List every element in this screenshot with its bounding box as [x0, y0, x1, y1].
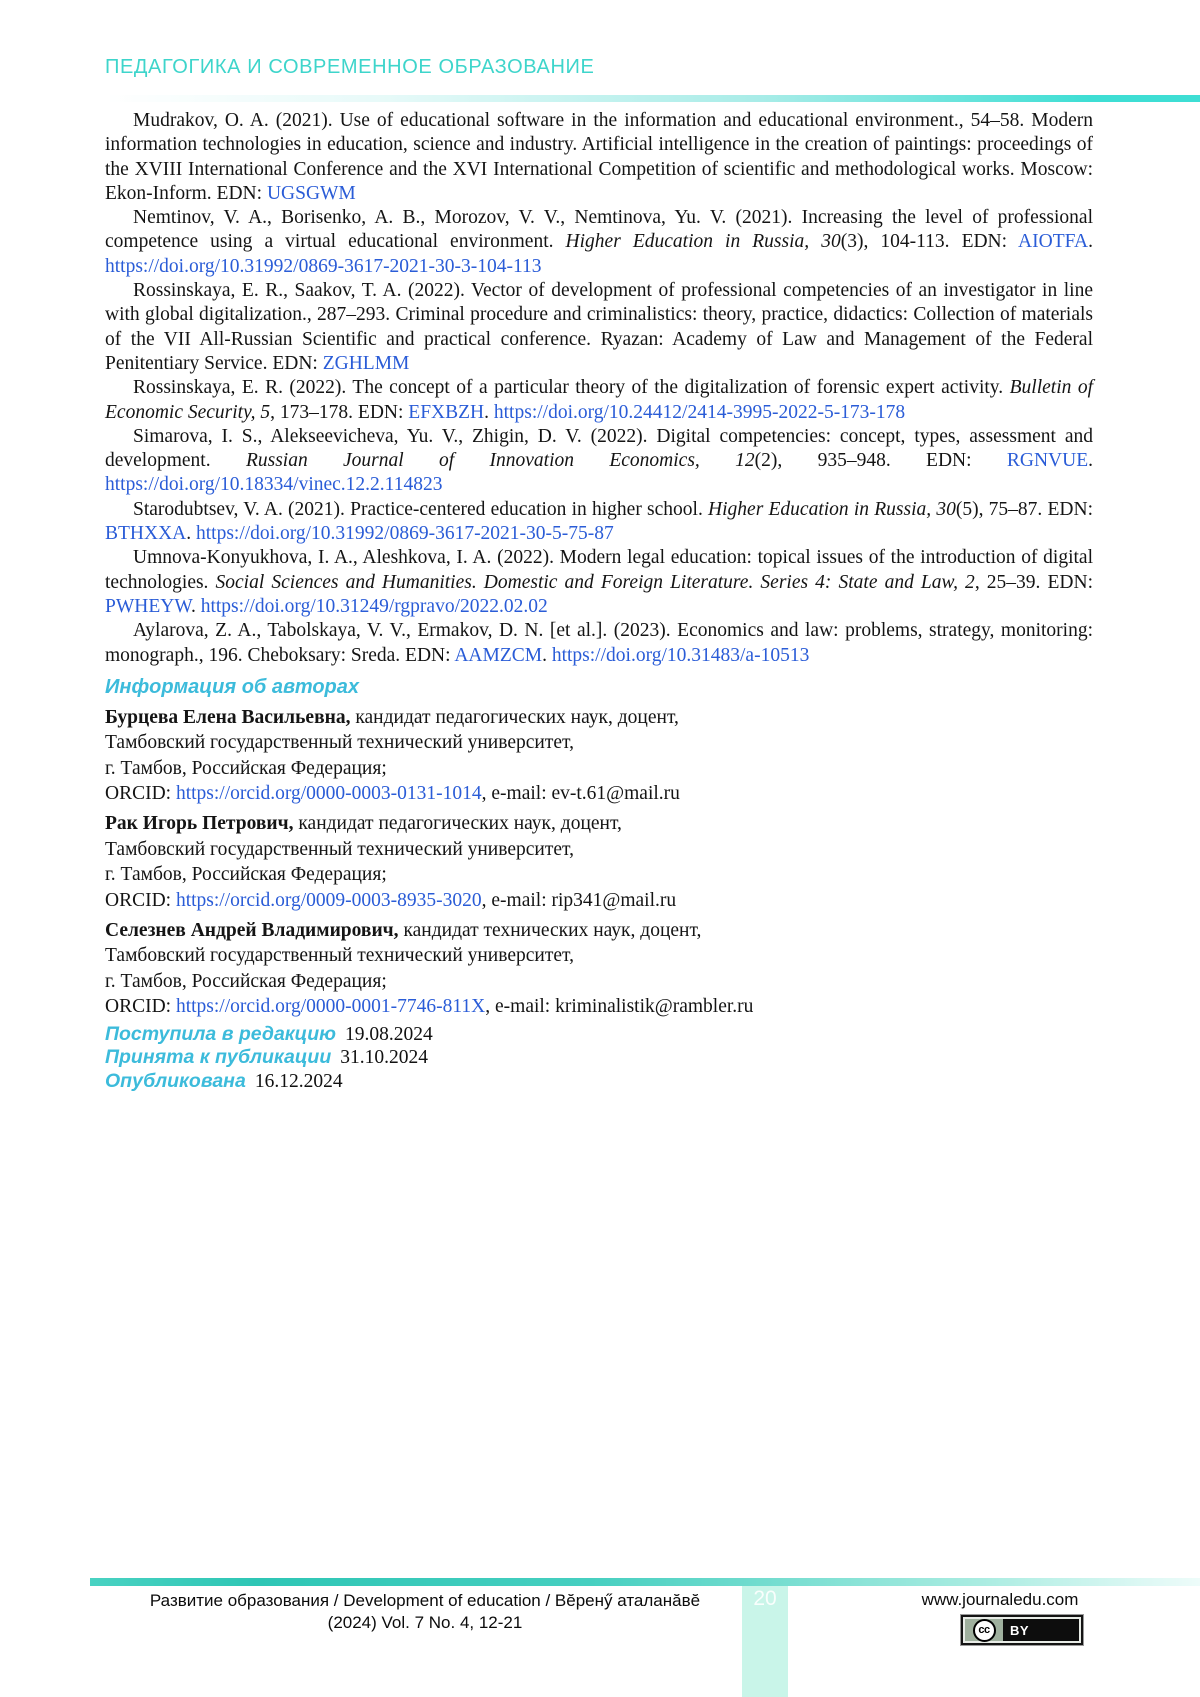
- text-segment: Umnova-Konyukhova, I. A., Aleshkova, I. A. (2022). Modern legal education: topical issues of the introduction of digital technologies.: [105, 547, 1093, 593]
- hyperlink[interactable]: UGSGWM: [266, 182, 356, 204]
- text-segment: .: [1088, 450, 1094, 472]
- hyperlink[interactable]: AAMZCM: [454, 644, 543, 666]
- date-published-line: [105, 1070, 1093, 1094]
- text-segment: Aylarova, Z. A., Tabolskaya, V. V., Ermakov, D. N. [et al.]. (2023). Economics and law: problems, strategy, monitoring: monograph., 196. Cheboksary: Sreda. EDN:: [105, 620, 1093, 666]
- text-segment: Simarova, I. S., Alekseevicheva, Yu. V., Zhigin, D. V. (2022). Digital competencies: concept, types, assessment and development.: [105, 425, 1093, 472]
- cc-by-label: BY: [1010, 1622, 1030, 1638]
- text-segment: , e-mail: kriminalistik@rambler.ru: [485, 996, 754, 1018]
- author-orcid-line: [105, 888, 1093, 913]
- author-block: [105, 811, 1093, 913]
- bold-text: Рак Игорь Петрович,: [105, 813, 294, 835]
- footer-journal-title: Развитие образования / Development of education / Вĕренӳ аталанăвĕ: [149, 1591, 701, 1610]
- footer-site-info: [822, 1590, 1178, 1645]
- cc-circle-glyph: cc: [973, 1619, 996, 1642]
- date-accepted-line: [105, 1046, 1093, 1070]
- footer-issue-info: (2024) Vol. 7 No. 4, 12-21: [327, 1612, 523, 1632]
- hyperlink[interactable]: https://orcid.org/0009-0003-8935-3020: [175, 889, 482, 911]
- text-segment: ORCID:: [105, 996, 176, 1018]
- hyperlink[interactable]: https://orcid.org/0000-0001-7746-811X: [175, 996, 486, 1018]
- text-segment: ORCID:: [105, 889, 176, 911]
- text-segment: Тамбовский государственный технический университет,: [105, 732, 574, 754]
- text-segment: , e-mail: rip341@mail.ru: [481, 889, 677, 911]
- text-segment: г. Тамбов, Российская Федерация;: [105, 757, 387, 779]
- author-city-line: [105, 862, 1093, 887]
- page-number-bar: [742, 1586, 788, 1697]
- author-affiliation-line: [105, 943, 1093, 968]
- author-orcid-line: [105, 781, 1093, 806]
- reference-item: [105, 109, 1093, 206]
- author-block: [105, 705, 1093, 807]
- text-segment: .: [1088, 231, 1093, 253]
- author-city-line: [105, 756, 1093, 781]
- reference-item: [105, 498, 1093, 547]
- journal-website-link[interactable]: www.journaledu.com: [921, 1590, 1079, 1609]
- authors-info-heading: Информация об авторах: [105, 675, 360, 698]
- hyperlink[interactable]: https://doi.org/10.18334/vinec.12.2.114823: [105, 474, 443, 496]
- hyperlink[interactable]: BTHXXA: [105, 523, 187, 545]
- hyperlink[interactable]: https://doi.org/10.31249/rgpravo/2022.02.02: [200, 595, 548, 617]
- text-segment: кандидат педагогических наук, доцент,: [350, 706, 679, 728]
- text-segment: .: [186, 523, 196, 545]
- hyperlink[interactable]: https://orcid.org/0000-0003-0131-1014: [175, 783, 482, 805]
- text-segment: кандидат педагогических наук, доцент,: [293, 813, 622, 835]
- text-segment: , e-mail: ev-t.61@mail.ru: [481, 783, 680, 805]
- reference-item: [105, 206, 1093, 279]
- header-divider-line: [105, 95, 1200, 102]
- main-content: [105, 109, 1093, 1094]
- author-block: [105, 918, 1093, 1020]
- text-segment: Тамбовский государственный технический университет,: [105, 945, 574, 967]
- date-received-line: [105, 1023, 1093, 1047]
- text-segment: Starodubtsev, V. A. (2021). Practice-centered education in higher school.: [133, 498, 709, 520]
- date-label: Принята к публикации: [105, 1046, 332, 1069]
- text-segment: , 173–178. EDN:: [270, 401, 409, 423]
- text-segment: Nemtinov, V. A., Borisenko, A. B., Morozov, V. V., Nemtinova, Yu. V. (2021). Increasing the level of professional competence using a virtual educational environment.: [105, 207, 1093, 253]
- reference-item: [105, 376, 1093, 425]
- italic-text: Russian Journal of Innovation Economics, 12: [245, 450, 755, 472]
- cc-icon: [965, 1619, 1003, 1641]
- text-segment: ORCID:: [105, 783, 176, 805]
- text-segment: .: [484, 401, 494, 423]
- bold-text: Селезнев Андрей Владимирович,: [105, 920, 399, 942]
- italic-text: Higher Education in Russia, 30: [708, 498, 956, 520]
- italic-text: Social Sciences and Humanities. Domestic and Foreign Literature. Series 4: State and Law, 2: [215, 571, 975, 593]
- author-name-line: [105, 918, 1093, 943]
- hyperlink[interactable]: https://doi.org/10.24412/2414-3995-2022-5-173-178: [493, 401, 906, 423]
- italic-text: Bulletin of Economic Security, 5: [105, 377, 1093, 423]
- date-value: 19.08.2024: [345, 1023, 433, 1045]
- footer-divider-line: [90, 1578, 1200, 1586]
- reference-item: [105, 279, 1093, 376]
- date-label: Опубликована: [105, 1070, 246, 1093]
- reference-item: [105, 546, 1093, 619]
- author-name-line: [105, 811, 1093, 836]
- text-segment: г. Тамбов, Российская Федерация;: [105, 970, 387, 992]
- hyperlink[interactable]: EFXBZH: [408, 401, 485, 423]
- hyperlink[interactable]: https://doi.org/10.31992/0869-3617-2021-30-5-75-87: [196, 523, 614, 545]
- reference-item: [105, 425, 1093, 498]
- hyperlink[interactable]: https://doi.org/10.31483/a-10513: [551, 644, 810, 666]
- date-value: 31.10.2024: [340, 1047, 428, 1069]
- page-number: 20: [753, 1587, 777, 1610]
- hyperlink[interactable]: AIOTFA: [1018, 231, 1089, 253]
- article-dates: [105, 1023, 1093, 1094]
- text-segment: кандидат технических наук, доцент,: [398, 920, 702, 942]
- page-section-header: ПЕДАГОГИКА И СОВРЕМЕННОЕ ОБРАЗОВАНИЕ: [105, 56, 595, 78]
- author-orcid-line: [105, 994, 1093, 1019]
- text-segment: .: [542, 644, 552, 666]
- bold-text: Бурцева Елена Васильевна,: [105, 706, 351, 728]
- hyperlink[interactable]: PWHEYW: [105, 595, 191, 617]
- hyperlink[interactable]: ZGHLMM: [322, 352, 410, 374]
- text-segment: (3), 104-113. EDN:: [840, 231, 1019, 253]
- author-affiliation-line: [105, 730, 1093, 755]
- date-value: 16.12.2024: [254, 1071, 343, 1093]
- text-segment: .: [190, 595, 201, 617]
- date-label: Поступила в редакцию: [105, 1022, 337, 1045]
- hyperlink[interactable]: https://doi.org/10.31992/0869-3617-2021-30-3-104-113: [105, 255, 542, 277]
- text-segment: (5), 75–87. EDN:: [955, 498, 1093, 520]
- author-affiliation-line: [105, 837, 1093, 862]
- cc-by-license-badge[interactable]: [961, 1615, 1083, 1645]
- italic-text: Higher Education in Russia, 30: [565, 231, 841, 253]
- text-segment: Тамбовский государственный технический университет,: [105, 838, 574, 860]
- footer-journal-info: [105, 1590, 745, 1633]
- hyperlink[interactable]: RGNVUE: [1006, 450, 1089, 472]
- author-name-line: [105, 705, 1093, 730]
- text-segment: Rossinskaya, E. R. (2022). The concept of a particular theory of the digitalization of forensic expert activity.: [133, 377, 1010, 399]
- author-city-line: [105, 969, 1093, 994]
- text-segment: г. Тамбов, Российская Федерация;: [105, 864, 387, 886]
- reference-item: [105, 619, 1093, 668]
- text-segment: Rossinskaya, E. R., Saakov, T. A. (2022). Vector of development of professional competencies of an investigator in line with global digitalization., 287–293. Criminal procedure and criminalistics: theory, practice, didactics: Collection of materials of the VII All-Russian Scientific and practical conference. Ryazan: Academy of Law and Management of the Federal Penitentiary Service. EDN:: [105, 280, 1093, 374]
- text-segment: , 25–39. EDN:: [974, 571, 1093, 593]
- text-segment: Mudrakov, O. A. (2021). Use of educational software in the information and educational environment., 54–58. Modern information technologies in education, science and industry. Artificial intelligence in the creation of paintings: proceedings of the XVIII International Conference and the XVI International Competition of scientific and methodological works. Moscow: Ekon-Inform. EDN:: [105, 110, 1093, 204]
- text-segment: (2), 935–948. EDN:: [754, 450, 1007, 472]
